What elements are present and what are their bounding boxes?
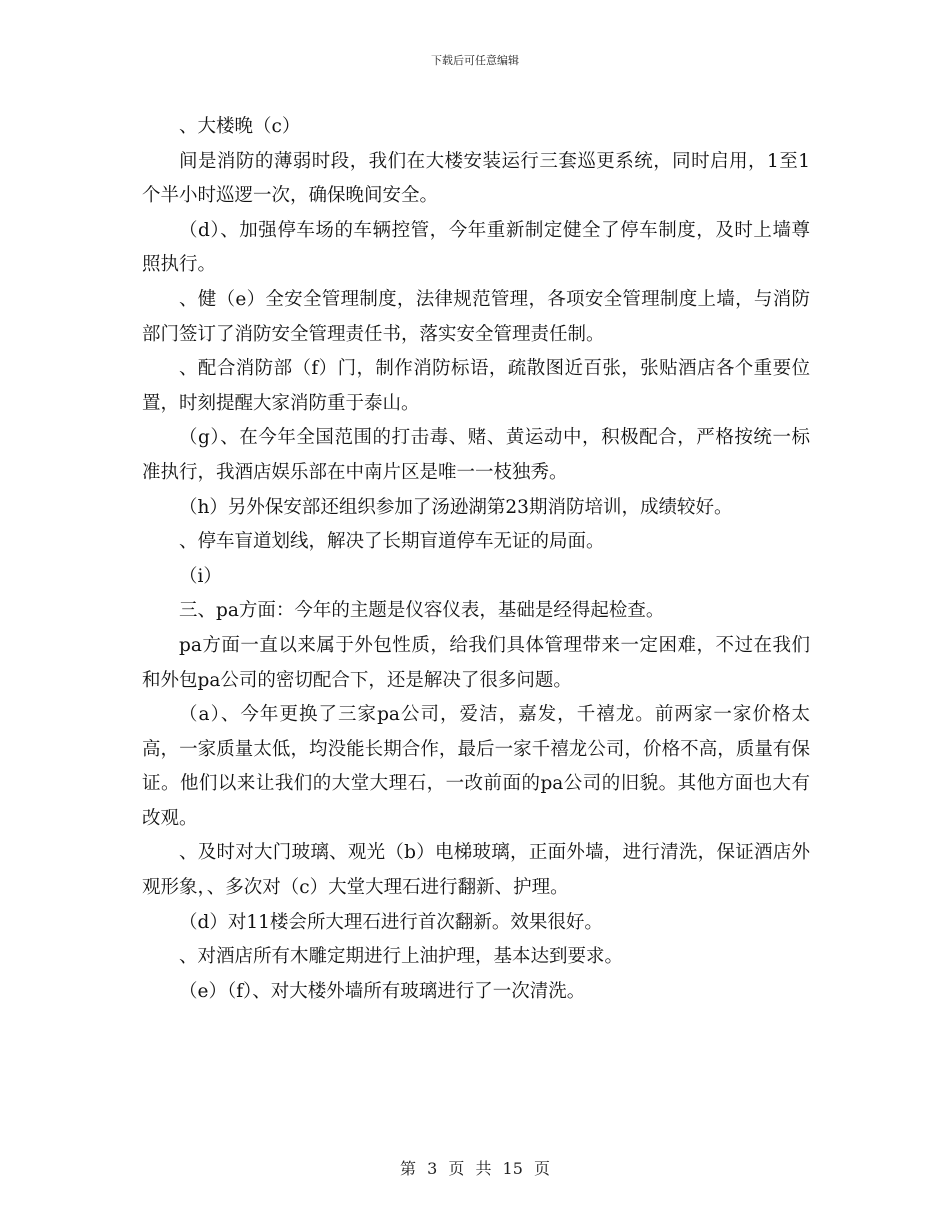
- paragraph: （e）（f）、对大楼外墙所有玻璃进行了一次清洗。: [179, 980, 586, 1002]
- paragraph: （a）、今年更换了三家pa公司，爱洁，嘉发，千禧龙。前两家一家价格太高，一家质量太低，均没能长期合作，最后一家千禧龙公司，价格不高，质量有保证。他们以来让我们的大堂大理石，一改前面的pa公司的旧貌。其他方面也大有改观。: [142, 704, 810, 829]
- document-body: [142, 110, 810, 1009]
- paragraph: （d）对11楼会所大理石进行首次翻新。效果很好。: [179, 911, 603, 933]
- paragraph: 、停车盲道划线，解决了长期盲道停车无证的局面。: [179, 531, 605, 553]
- paragraph: pa方面一直以来属于外包性质，给我们具体管理带来一定困难，不过在我们和外包pa公司的密切配合下，还是解决了很多问题。: [142, 634, 810, 691]
- paragraph: 、及时对大门玻璃、观光（b）电梯玻璃，正面外墙，进行清洗，保证酒店外观形象，、多次对（c）大堂大理石进行翻新、护理。: [142, 842, 810, 899]
- paragraph: 间是消防的薄弱时段，我们在大楼安装运行三套巡更系统，同时启用，1至1个半小时巡逻一次，确保晚间安全。: [142, 150, 810, 207]
- page-footer: 第 3 页 共 15 页: [400, 1159, 550, 1178]
- page-header: 下载后可任意编辑: [431, 54, 519, 67]
- paragraph: 、对酒店所有木雕定期进行上油护理，基本达到要求。: [179, 946, 624, 968]
- paragraph: （h）另外保安部还组织参加了汤逊湖第23期消防培训，成绩较好。: [179, 496, 733, 518]
- paragraph: （d）、加强停车场的车辆控管，今年重新制定健全了停车制度，及时上墙尊照执行。: [142, 219, 810, 276]
- section-heading: 三、pa方面：今年的主题是仪容仪表，基础是经得起检查。: [179, 600, 665, 622]
- paragraph: 、大楼晚（c）: [179, 116, 301, 137]
- paragraph: 、配合消防部（f）门，制作消防标语，疏散图近百张，张贴酒店各个重要位置，时刻提醒大家消防重于泰山。: [142, 358, 810, 414]
- paragraph: （i）: [179, 565, 222, 587]
- paragraph: （g）、在今年全国范围的打击毒、赌、黄运动中，积极配合，严格按统一标准执行，我酒店娱乐部在中南片区是唯一一枝独秀。: [142, 427, 810, 483]
- paragraph: 、健（e）全安全管理制度，法律规范管理，各项安全管理制度上墙，与消防部门签订了消防安全管理责任书，落实安全管理责任制。: [142, 288, 810, 345]
